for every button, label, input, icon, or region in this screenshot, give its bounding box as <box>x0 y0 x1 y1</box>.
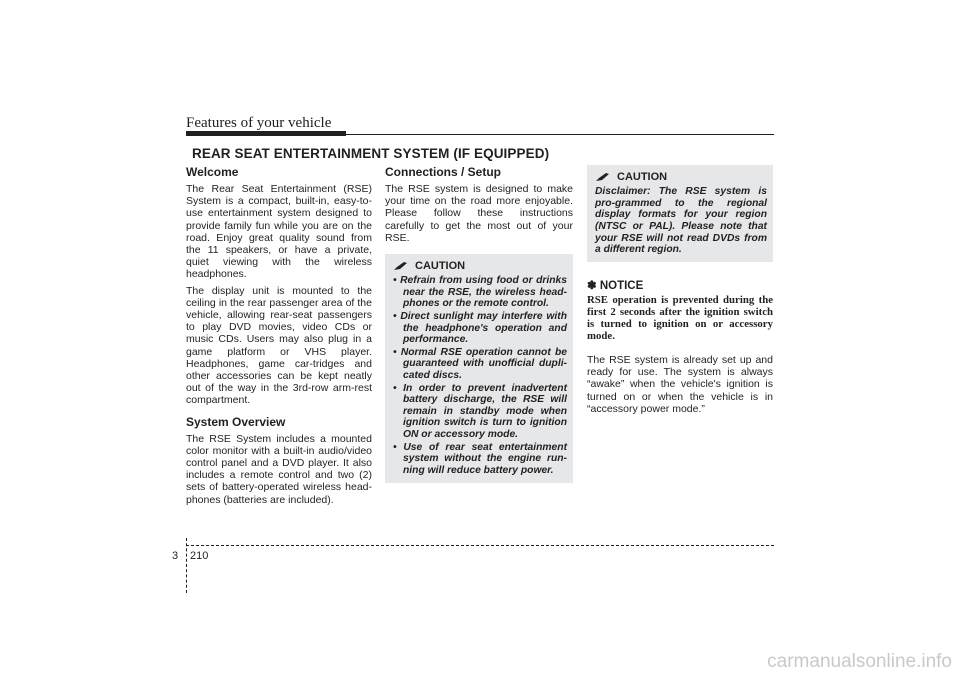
caution-list <box>393 275 567 476</box>
page-number: 210 <box>190 550 209 562</box>
caution-label: CAUTION <box>415 260 466 273</box>
pencil-icon <box>393 261 409 271</box>
setup-paragraph: The RSE system is already set up and ready for use. The system is always “awake” when the vehicle's ignition is turned on or when the vehicle is in “accessory power mode.” <box>587 353 773 415</box>
column-2 <box>385 165 573 483</box>
section-title: REAR SEAT ENTERTAINMENT SYSTEM (IF EQUIPPED) <box>192 146 550 161</box>
header-bar <box>186 131 346 136</box>
overview-heading: System Overview <box>186 414 286 429</box>
caution-item: • Refrain from using food or drinks near the RSE, the wireless head-phones or the remote control. <box>393 275 567 310</box>
welcome-paragraph-1: The Rear Seat Entertainment (RSE) System is a compact, built-in, easy-to-use entertainment system designed to provide family fun while you are on the road. Enjoy great quality sound from the 11 speakers, or have a private, quiet viewing with the wireless headphones. <box>186 183 372 281</box>
notice-heading: ✽ NOTICE <box>587 279 644 292</box>
caution-header <box>393 260 567 272</box>
caution-box <box>385 254 573 483</box>
notice-text: RSE operation is prevented during the first 2 seconds after the ignition switch is turned to ignition on or accessory mode. <box>587 293 773 342</box>
column-3 <box>587 165 773 419</box>
caution-label: CAUTION <box>617 171 668 183</box>
caution-item: • Use of rear seat entertainment system without the engine run-ning will reduce battery power. <box>393 441 567 476</box>
overview-paragraph: The RSE System includes a mounted color monitor with a built-in audio/video control panel and a DVD player. It also includes a remote control and two (2) sets of battery-operated wireless head-phones (batteries are included). <box>186 432 372 506</box>
footer-rule <box>186 545 774 546</box>
column-1 <box>186 165 372 510</box>
header-rule <box>346 134 774 135</box>
caution-box-disclaimer <box>587 165 773 262</box>
page-header-title: Features of your vehicle <box>186 115 332 131</box>
caution-item: • Direct sunlight may interfere with the headphone's operation and performance. <box>393 311 567 346</box>
chapter-number: 3 <box>172 550 179 562</box>
connections-heading: Connections / Setup <box>385 165 502 179</box>
watermark: carmanualsonline.info <box>767 651 952 672</box>
welcome-paragraph-2: The display unit is mounted to the ceiling in the rear passenger area of the vehicle, allowing rear-seat passengers to play DVD movies, video CDs or music CDs. Users may also plug in a game platform or VHS player. Headphones, game car-tridges and other accessories can be kept neatly out of the way in the 3rd-row arm-rest compartment. <box>186 284 372 407</box>
pencil-icon <box>595 172 611 182</box>
footer-vertical-rule <box>186 538 187 593</box>
caution-header <box>595 171 767 183</box>
caution-item: • Normal RSE operation cannot be guaranteed with unofficial dupli-cated discs. <box>393 346 567 381</box>
caution-disclaimer-text: Disclaimer: The RSE system is pro-grammed to the regional display formats for your region (NTSC or PAL). Please note that your RSE will not read DVDs from a different region. <box>595 186 767 256</box>
connections-paragraph: The RSE system is designed to make your time on the road more enjoyable. Please follow these instructions carefully to get the most out of your RSE. <box>385 183 573 244</box>
welcome-heading: Welcome <box>186 165 239 179</box>
caution-item: • In order to prevent inadvertent battery discharge, the RSE will remain in standby mode when ignition switch is turn to ignition ON or accessory mode. <box>393 382 567 440</box>
